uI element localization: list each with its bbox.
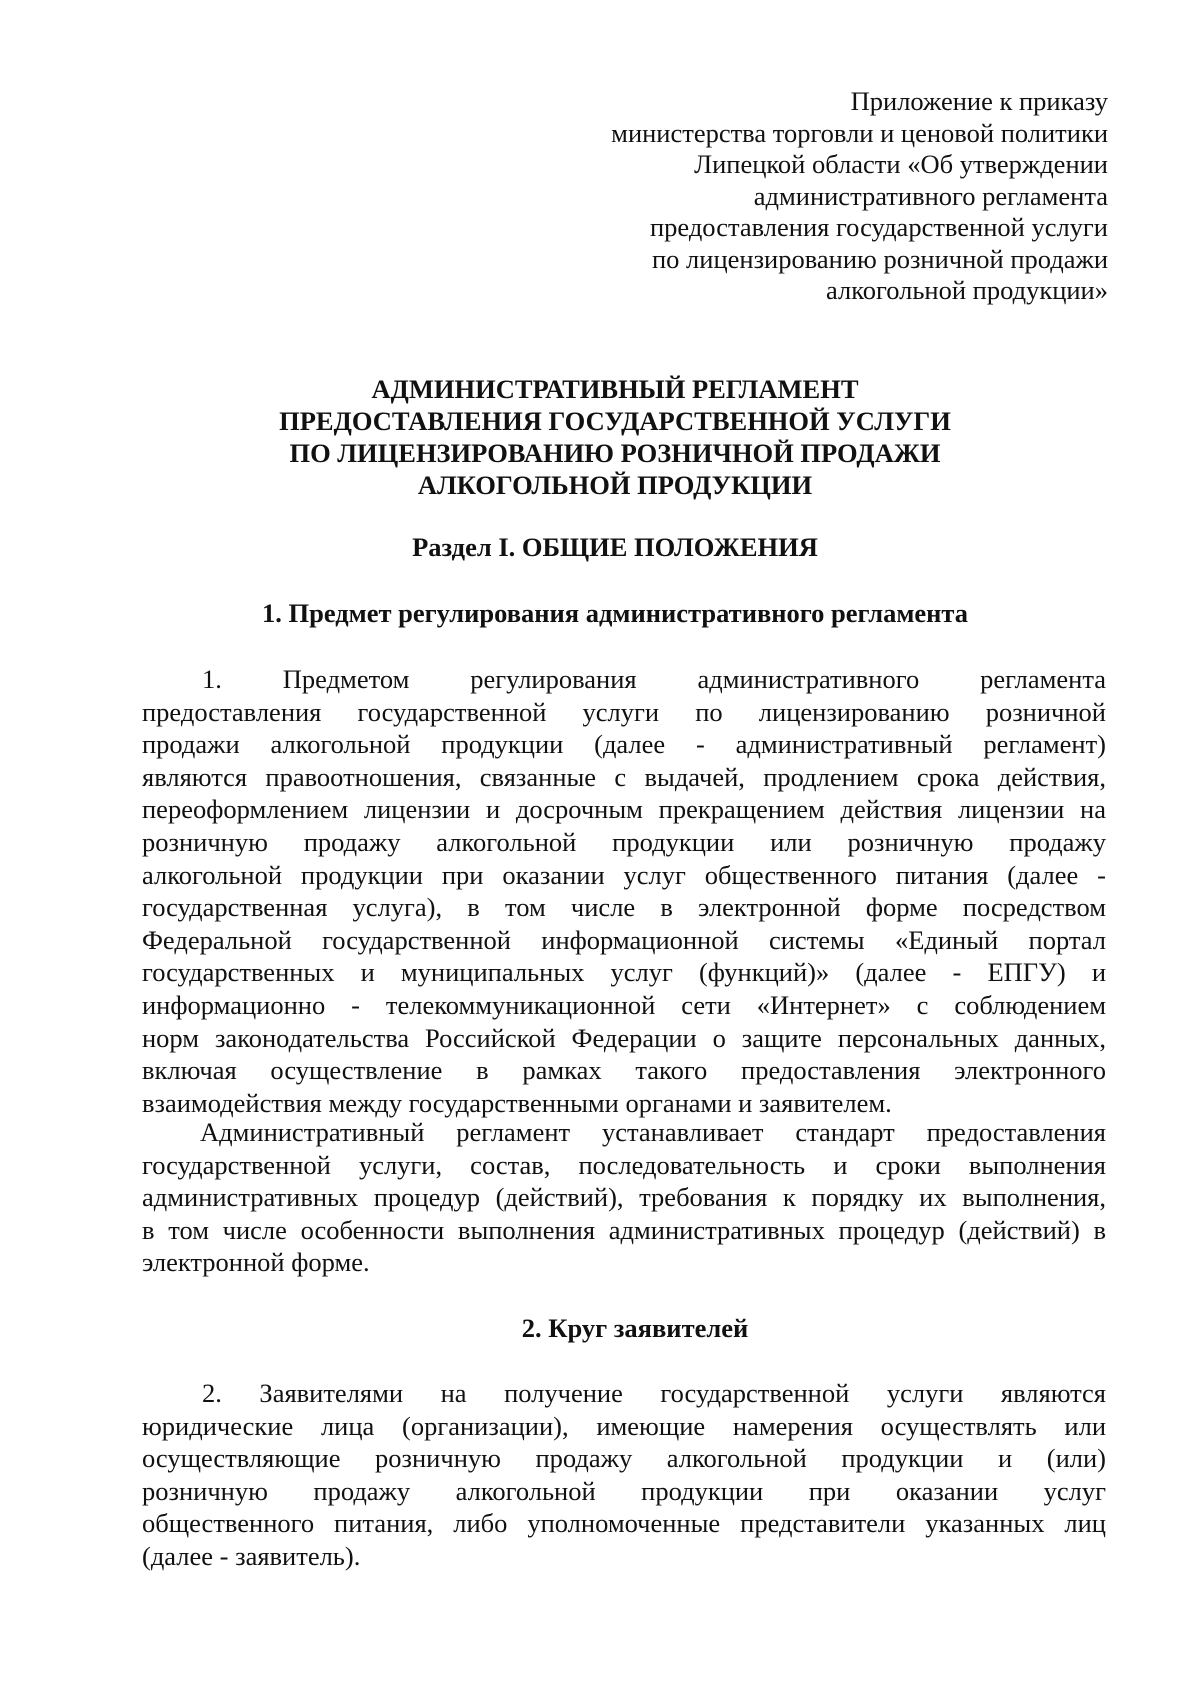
paragraph-line: юридические лица (организации), имеющие намерения осуществлять или xyxy=(142,1410,1106,1441)
paragraph-applicants xyxy=(142,1377,1106,1573)
paragraph-line: осуществляющие розничную продажу алкогольной продукции и (или) xyxy=(142,1443,1106,1474)
paragraph-line: общественного питания, либо уполномоченные представители указанных лиц xyxy=(142,1508,1106,1539)
paragraph-line: розничную продажу алкогольной продукции или розничную продажу xyxy=(142,826,1106,857)
paragraph-line: Федеральной государственной информационной системы «Единый портал xyxy=(142,924,1106,955)
paragraph-line: переоформлением лицензии и досрочным прекращением действия лицензии на xyxy=(142,794,1106,825)
paragraph-line: розничную продажу алкогольной продукции при оказании услуг xyxy=(142,1475,1106,1506)
title-line: АЛКОГОЛЬНОЙ ПРОДУКЦИИ xyxy=(417,470,813,500)
paragraph-line: 2. Заявителями на получение государственной услуги являются xyxy=(202,1378,1106,1408)
paragraph-line: в том числе особенности выполнения административных процедур (действий) в xyxy=(142,1214,1106,1245)
appendix-line: Приложение к приказу xyxy=(850,86,1108,116)
paragraph-subject-of-regulation xyxy=(142,663,1106,1119)
paragraph-regulation-scope xyxy=(142,1116,1106,1279)
paragraph-line: электронной форме. xyxy=(142,1247,370,1278)
paragraph-line: включая осуществление в рамках такого предоставления электронного xyxy=(142,1055,1106,1086)
title-line: АДМИНИСТРАТИВНЫЙ РЕГЛАМЕНТ xyxy=(371,374,859,404)
appendix-line: министерства торговли и ценовой политики xyxy=(611,117,1108,148)
title-line: ПО ЛИЦЕНЗИРОВАНИЮ РОЗНИЧНОЙ ПРОДАЖИ xyxy=(289,438,941,468)
paragraph-line: алкогольной продукции при оказании услуг общественного питания (далее - xyxy=(142,859,1106,890)
section-heading: Раздел I. ОБЩИЕ ПОЛОЖЕНИЯ xyxy=(412,532,818,562)
appendix-line: административного регламента xyxy=(753,180,1108,211)
paragraph-line: государственных и муниципальных услуг (функций)» (далее - ЕПГУ) и xyxy=(142,957,1106,988)
paragraph-line: информационно - телекоммуникационной сети «Интернет» с соблюдением xyxy=(142,989,1106,1020)
paragraph-line: норм законодательства Российской Федерации о защите персональных данных, xyxy=(142,1022,1106,1053)
paragraph-line: являются правоотношения, связанные с выдачей, продлением срока действия, xyxy=(142,761,1106,792)
paragraph-line: продажи алкогольной продукции (далее - административный регламент) xyxy=(142,729,1106,760)
appendix-line: по лицензированию розничной продажи xyxy=(652,243,1108,274)
document-title xyxy=(130,373,1100,501)
paragraph-line: государственной услуги, состав, последовательность и сроки выполнения xyxy=(142,1149,1106,1180)
paragraph-line: государственная услуга), в том числе в электронной форме посредством xyxy=(142,892,1106,923)
appendix-line: алкогольной продукции» xyxy=(826,275,1108,305)
appendix-line: Липецкой области «Об утверждении xyxy=(694,149,1108,179)
paragraph-line: (далее - заявитель). xyxy=(142,1540,361,1571)
paragraph-line: предоставления государственной услуги по лицензированию розничной xyxy=(142,696,1106,727)
appendix-line: предоставления государственной услуги xyxy=(649,212,1108,242)
paragraph-line: Административный регламент устанавливает стандарт предоставления xyxy=(200,1117,1106,1147)
subsection-heading-applicants: 2. Круг заявителей xyxy=(521,1313,749,1343)
paragraph-line: административных процедур (действий), требования к порядку их выполнения, xyxy=(142,1182,1106,1213)
subsection-heading-subject: 1. Предмет регулирования административного регламента xyxy=(261,598,969,628)
appendix-note xyxy=(468,86,1108,307)
paragraph-line: 1. Предметом регулирования административного регламента xyxy=(202,664,1106,694)
title-line: ПРЕДОСТАВЛЕНИЯ ГОСУДАРСТВЕННОЙ УСЛУГИ xyxy=(279,406,951,436)
paragraph-line: взаимодействия между государственными органами и заявителем. xyxy=(142,1087,892,1118)
